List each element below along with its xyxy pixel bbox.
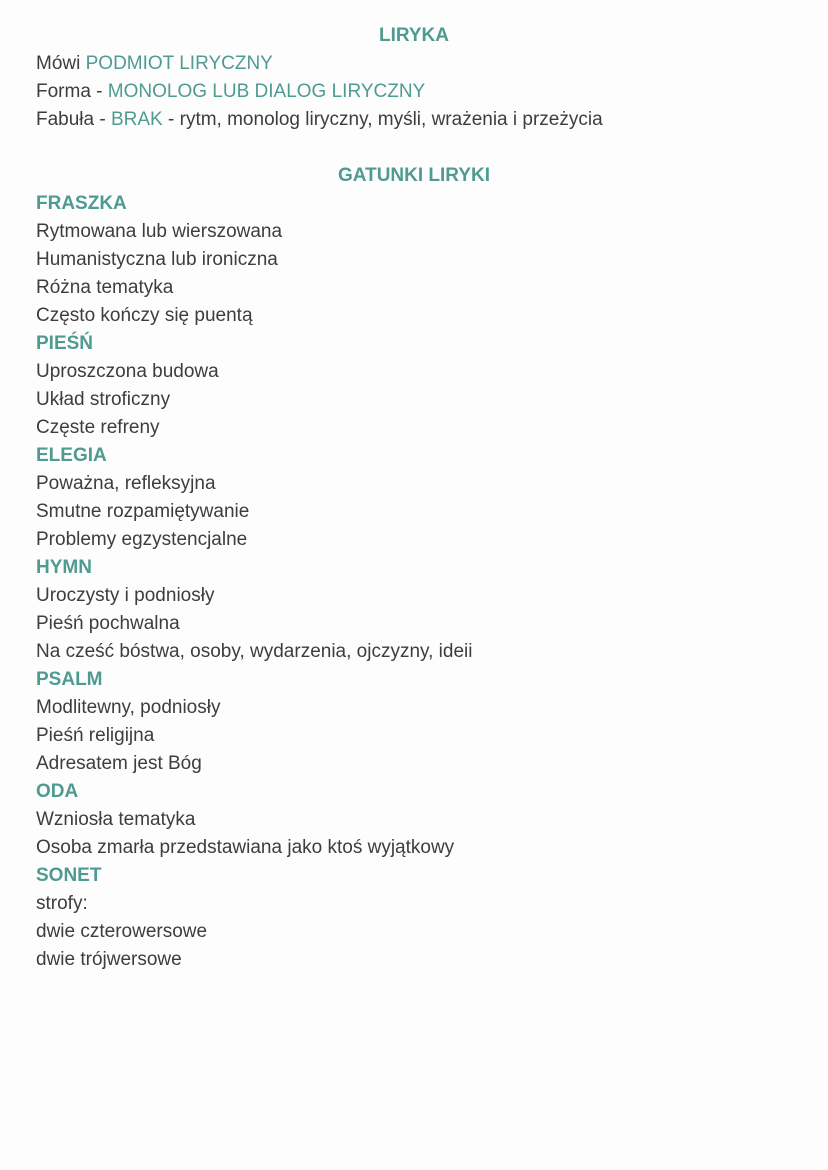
genre-feature: Humanistyczna lub ironiczna xyxy=(36,249,278,270)
genre-feature: Układ stroficzny xyxy=(36,389,171,410)
intro-line-plot xyxy=(36,106,792,134)
genre-feature: Pieśń pochwalna xyxy=(36,613,180,634)
genre-section-piesn xyxy=(36,330,792,442)
section-title: GATUNKI LIRYKI xyxy=(338,165,490,186)
blank-line xyxy=(36,134,792,162)
intro-accent: MONOLOG LUB DIALOG LIRYCZNY xyxy=(107,81,426,102)
genre-name: PSALM xyxy=(36,669,103,690)
genre-feature: Wzniosła tematyka xyxy=(36,809,196,830)
genre-section-hymn xyxy=(36,554,792,666)
genre-feature: Rytmowana lub wierszowana xyxy=(36,221,283,242)
genre-feature: Poważna, refleksyjna xyxy=(36,473,216,494)
genre-feature: dwie trójwersowe xyxy=(36,949,182,970)
genre-feature: strofy: xyxy=(36,893,88,914)
genre-feature: Smutne rozpamiętywanie xyxy=(36,501,250,522)
genre-feature: Adresatem jest Bóg xyxy=(36,753,202,774)
notes-document xyxy=(36,22,792,974)
genre-feature: Różna tematyka xyxy=(36,277,174,298)
intro-suffix: - rytm, monolog liryczny, myśli, wrażenia i przeżycia xyxy=(162,109,603,130)
intro-prefix: Forma - xyxy=(36,81,108,102)
intro-accent: BRAK xyxy=(110,109,163,130)
genre-feature: Uroczysty i podniosły xyxy=(36,585,215,606)
genre-name: SONET xyxy=(36,865,102,886)
genre-name: ODA xyxy=(36,781,79,802)
genre-feature: Często kończy się puentą xyxy=(36,305,253,326)
genre-feature: Osoba zmarła przedstawiana jako ktoś wyjątkowy xyxy=(36,837,455,858)
genre-section-elegia xyxy=(36,442,792,554)
genre-feature: dwie czterowersowe xyxy=(36,921,208,942)
genre-feature: Na cześć bóstwa, osoby, wydarzenia, ojczyzny, ideii xyxy=(36,641,473,662)
genre-feature: Pieśń religijna xyxy=(36,725,155,746)
page-title: LIRYKA xyxy=(378,25,450,46)
genre-name: HYMN xyxy=(36,557,92,578)
genre-section-sonet xyxy=(36,862,792,974)
genre-name: ELEGIA xyxy=(36,445,107,466)
genre-feature: Modlitewny, podniosły xyxy=(36,697,221,718)
intro-prefix: Mówi xyxy=(36,53,86,74)
genre-section-psalm xyxy=(36,666,792,778)
intro-line-form xyxy=(36,78,792,106)
intro-accent: PODMIOT LIRYCZNY xyxy=(85,53,273,74)
genre-name: PIEŚŃ xyxy=(36,333,94,354)
genre-feature: Problemy egzystencjalne xyxy=(36,529,248,550)
genre-feature: Częste refreny xyxy=(36,417,160,438)
genre-feature: Uproszczona budowa xyxy=(36,361,219,382)
genre-section-fraszka xyxy=(36,190,792,330)
genre-section-oda xyxy=(36,778,792,862)
genre-name: FRASZKA xyxy=(36,193,127,214)
intro-prefix: Fabuła - xyxy=(36,109,111,130)
intro-line-speaker xyxy=(36,50,792,78)
